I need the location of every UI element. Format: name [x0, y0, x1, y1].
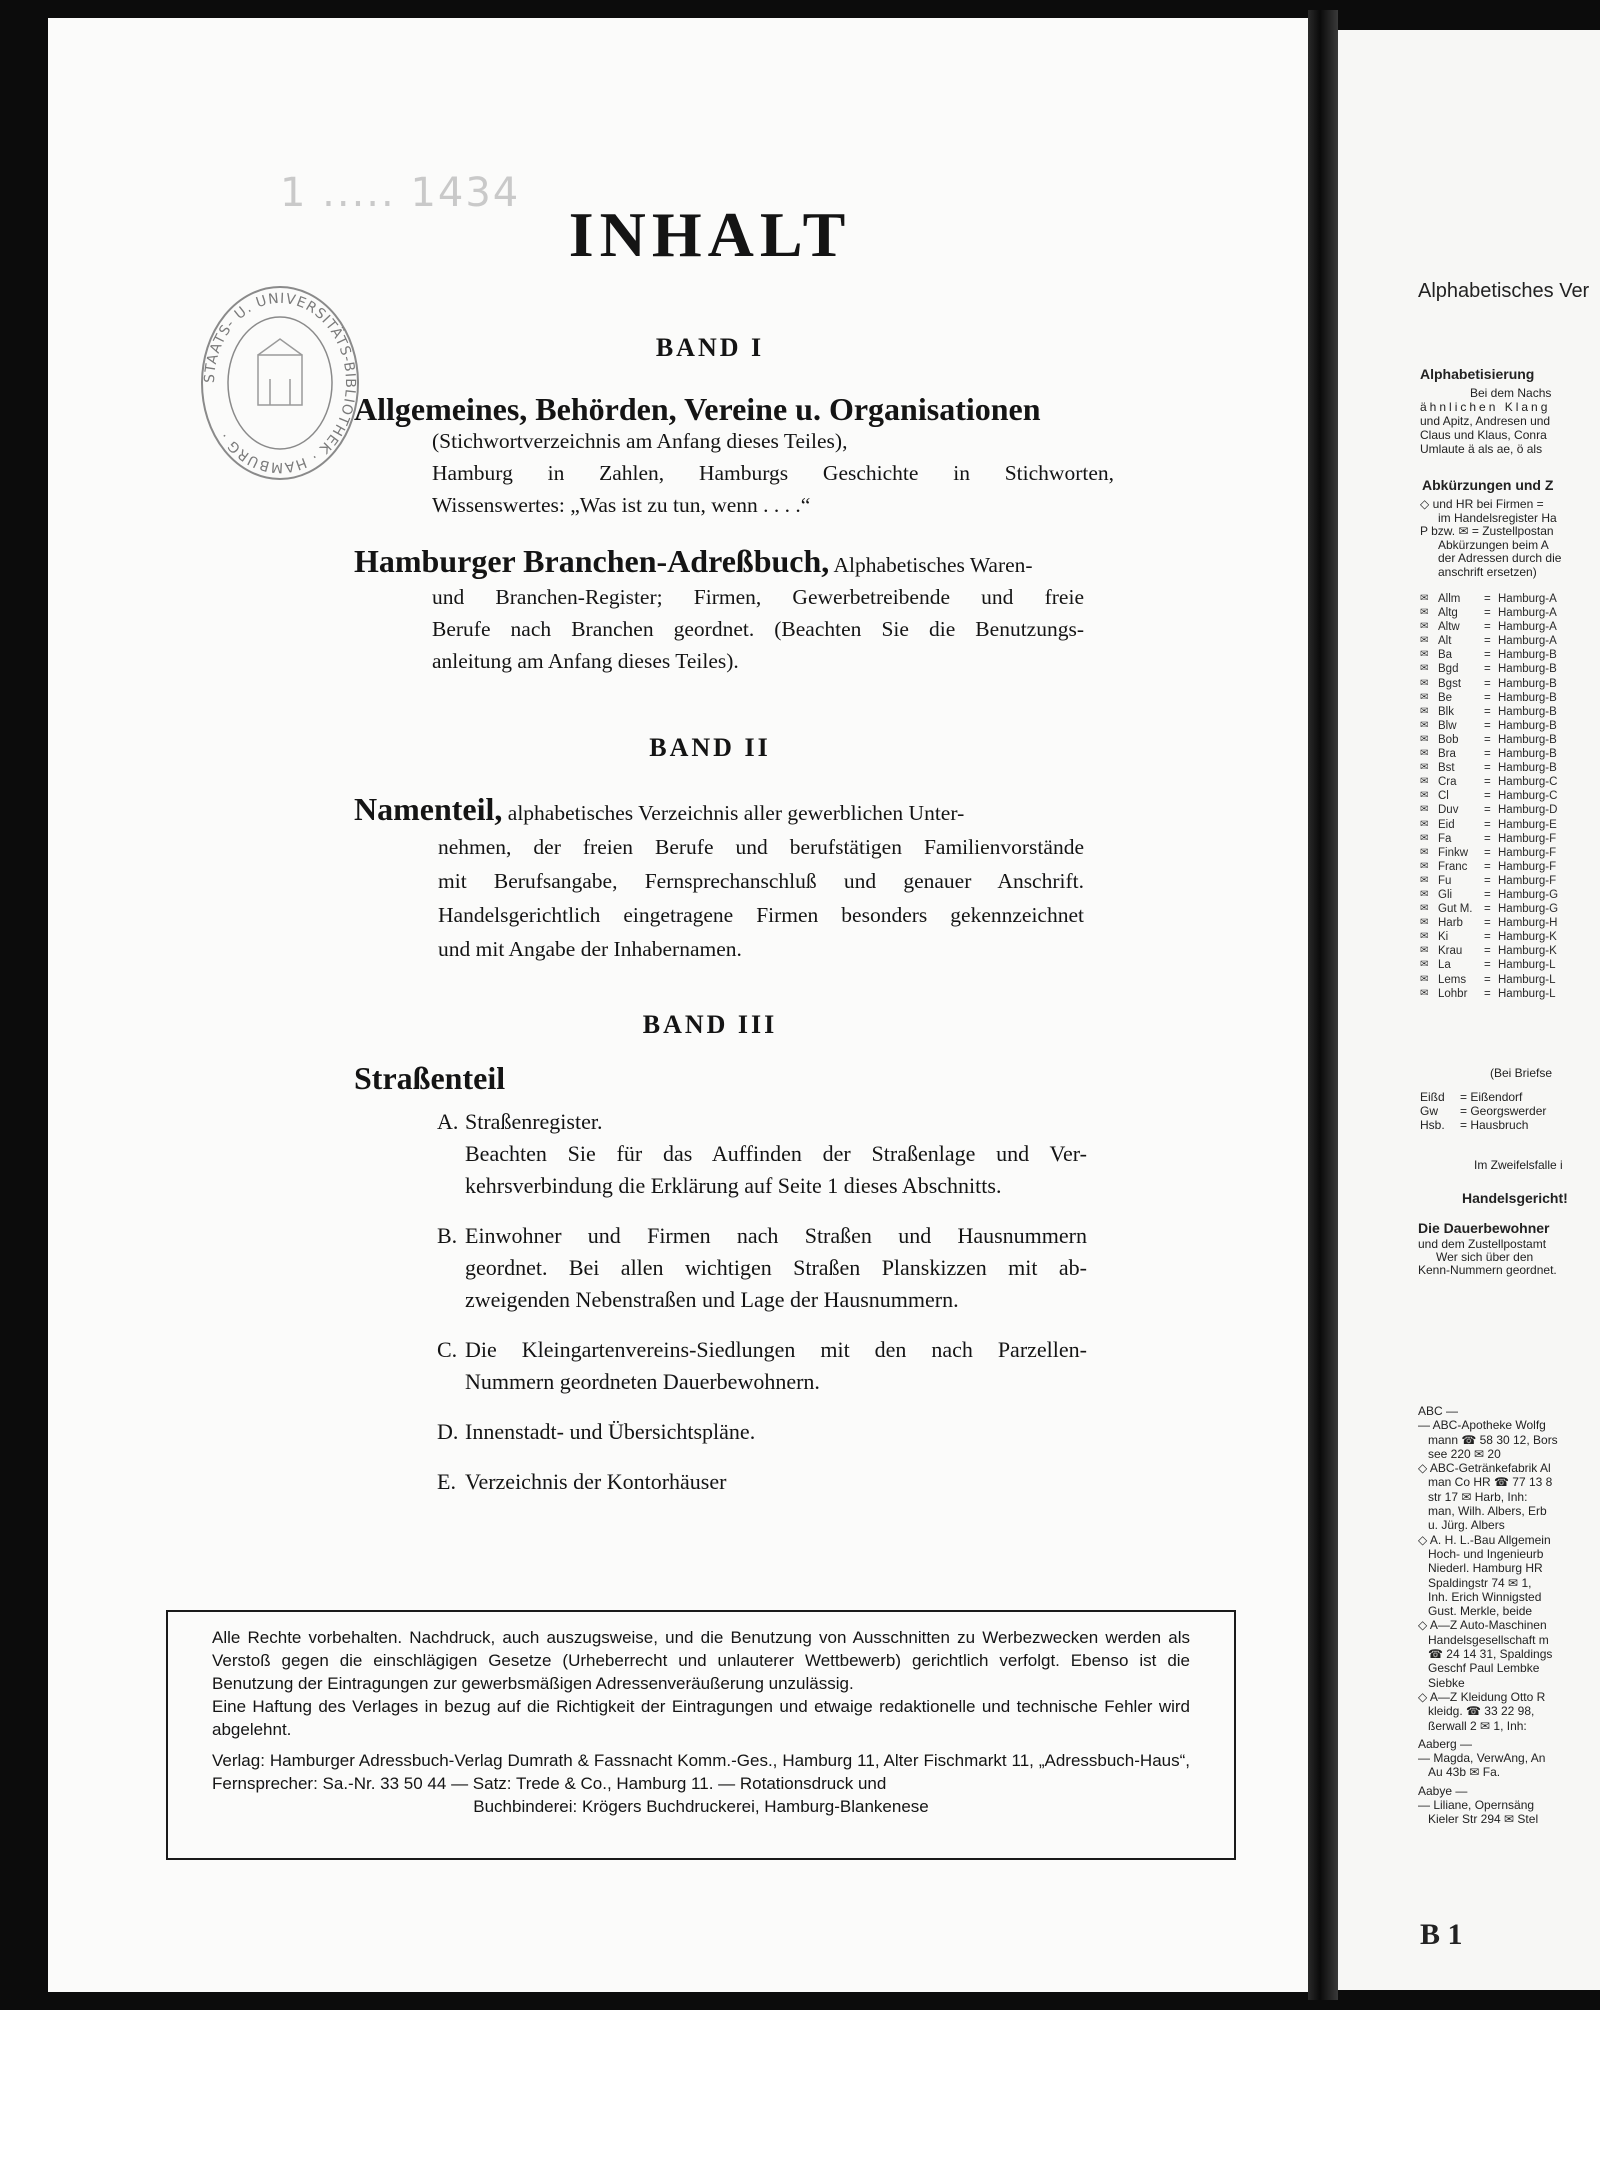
- abbreviation-row: [1420, 916, 1558, 930]
- directory-entry-line: Niederl. Hamburg HR: [1428, 1561, 1543, 1576]
- directory-entry-line: kleidg. ☎ 33 22 98,: [1428, 1704, 1535, 1719]
- equals-sign: =: [1484, 790, 1491, 803]
- abbreviation-row: [1420, 888, 1558, 902]
- abbreviation-code: Eid: [1438, 818, 1455, 831]
- list-item: [437, 1466, 1087, 1498]
- mail-icon: ✉: [1420, 691, 1429, 703]
- mail-icon: ✉: [1420, 874, 1429, 886]
- liability-text: Eine Haftung des Verlages in bezug auf die Richtigkeit der Eintragungen und etwaige redaktionelle und technische Fehler wird abgelehnt.: [212, 1697, 1190, 1739]
- abbreviation-place: Hamburg-B: [1498, 719, 1557, 732]
- abbreviation-code: Altg: [1438, 607, 1458, 620]
- abbreviation-code: Harb: [1438, 917, 1463, 930]
- equals-sign: =: [1484, 762, 1491, 775]
- section-streets-title: Straßenteil: [354, 1060, 506, 1096]
- mail-icon: ✉: [1420, 593, 1429, 604]
- abbreviation-row: [1420, 775, 1558, 789]
- equals-sign: =: [1484, 635, 1491, 648]
- band-3-item-list: [437, 1106, 1087, 1516]
- stamp-graphic: [200, 283, 360, 483]
- mail-icon: ✉: [1420, 973, 1429, 985]
- abbreviation-row: [1420, 705, 1558, 719]
- equals-sign: =: [1484, 733, 1491, 746]
- mail-icon: ✉: [1420, 649, 1429, 661]
- band-1-heading: BAND I: [655, 333, 765, 362]
- abbreviation-row: [1420, 761, 1558, 775]
- equals-sign: =: [1484, 593, 1491, 605]
- abkuerzungen-title: Abkürzungen und Z: [1422, 477, 1554, 493]
- mail-icon: ✉: [1420, 762, 1429, 774]
- directory-entry-line: ◇ ABC-Getränkefabrik Al: [1418, 1461, 1551, 1476]
- alph-line: Bei dem Nachs: [1470, 386, 1552, 400]
- abk-line: anschrift ersetzen): [1438, 564, 1537, 579]
- mail-icon: ✉: [1420, 959, 1429, 971]
- list-item: [437, 1106, 1087, 1202]
- equals-sign: =: [1484, 888, 1491, 901]
- handelsgericht-heading: Handelsgericht!: [1462, 1190, 1568, 1206]
- abbreviation-code: Lems: [1438, 973, 1467, 986]
- abbreviation-place: Hamburg-B: [1498, 677, 1557, 690]
- mail-icon: ✉: [1420, 776, 1429, 788]
- abbreviation-row: [1420, 818, 1558, 832]
- section-general-line: (Stichwortverzeichnis am Anfang dieses Teiles),: [432, 429, 848, 453]
- section-general-title: Allgemeines, Behörden, Vereine u. Organisationen: [354, 391, 1041, 427]
- equals-sign: =: [1484, 677, 1491, 690]
- equals-sign: =: [1484, 874, 1491, 887]
- mail-icon: ✉: [1420, 607, 1429, 619]
- abbreviation-place: Hamburg-G: [1498, 888, 1559, 901]
- directory-entry-line: Au 43b ✉ Fa.: [1428, 1765, 1501, 1780]
- dauerbewohner-text: [1418, 1238, 1557, 1277]
- abbreviation-place: Hamburg-F: [1498, 860, 1557, 873]
- place-code: Gw: [1420, 1104, 1438, 1118]
- alphabetisierung-title: Alphabetisierung: [1420, 366, 1535, 382]
- equals-sign: =: [1484, 649, 1491, 662]
- library-stamp: [200, 283, 360, 483]
- place-name: Eißendorf: [1470, 1090, 1523, 1104]
- equals-sign: =: [1484, 621, 1491, 634]
- pencil-annotation: 1 ..... 1434: [280, 170, 521, 216]
- abbreviation-place: Hamburg-L: [1498, 959, 1556, 972]
- abbreviation-place: Hamburg-L: [1498, 973, 1556, 986]
- page-title: INHALT: [568, 199, 852, 270]
- abbreviation-code: Cl: [1438, 790, 1449, 803]
- mail-icon: ✉: [1420, 635, 1429, 647]
- mail-icon: ✉: [1420, 903, 1429, 915]
- mail-icon: ✉: [1420, 888, 1429, 900]
- place-name: Georgswerder: [1470, 1104, 1547, 1118]
- directory-entry-line: u. Jürg. Albers: [1428, 1518, 1505, 1533]
- item-line: Innenstadt- und Übersichtspläne.: [465, 1419, 756, 1444]
- section-general-line: Wissenswertes: „Was ist zu tun, wenn . . . .“: [432, 493, 811, 517]
- rights-text: Alle Rechte vorbehalten. Nachdruck, auch auszugsweise, und die Benutzung von Ausschnitten zu Werbezwecken werden als Verstoß gegen die einschlägigen Gesetze (Urheberrecht und unlauterer Wettbewerb) gerichtlich verfolgt. Ebenso ist die Benutzung der Eintragungen zur gewerbsmäßigen Adressenveräußerung unzulässig.: [212, 1628, 1190, 1693]
- mail-icon: ✉: [1420, 931, 1429, 943]
- abbreviation-row: [1420, 733, 1558, 747]
- item-line: Die Kleingartenvereins-Siedlungen mit den nach Parzellen-: [465, 1337, 1087, 1362]
- equals-sign: =: [1484, 917, 1491, 930]
- item-line: Einwohner und Firmen nach Straßen und Hausnummern: [465, 1223, 1087, 1248]
- abbreviation-place: Hamburg-B: [1498, 733, 1557, 746]
- section-names-line: und mit Angabe der Inhabernamen.: [438, 937, 742, 961]
- abbreviation-place: Hamburg-D: [1498, 804, 1558, 817]
- abbreviation-row: [1420, 987, 1558, 1001]
- directory-entry-line: ◇ A—Z Kleidung Otto R: [1418, 1689, 1546, 1704]
- item-line: Verzeichnis der Kontorhäuser: [465, 1469, 727, 1494]
- abbreviation-code: Fu: [1438, 874, 1452, 887]
- alphabetisierung-text: [1420, 386, 1551, 456]
- band-3-heading: BAND III: [642, 1010, 778, 1039]
- abbreviation-code: Gut M.: [1438, 903, 1473, 916]
- briefsendungen-note: (Bei Briefse: [1490, 1066, 1553, 1080]
- printer-text: Buchbinderei: Krögers Buchdruckerei, Hamburg-Blankenese: [473, 1797, 929, 1816]
- abbreviation-row: [1420, 958, 1558, 972]
- equals-sign: =: [1484, 748, 1491, 761]
- list-item: [437, 1334, 1087, 1398]
- equals-sign: =: [1484, 607, 1491, 620]
- zweifelsfalle-note: Im Zweifelsfalle i: [1474, 1158, 1563, 1172]
- dauer-line: Kenn-Nummern geordnet.: [1418, 1263, 1557, 1277]
- section-general-line: Hamburg in Zahlen, Hamburgs Geschichte in Stichworten,: [432, 461, 1114, 485]
- directory-entry-line: ☎ 24 14 31, Spaldings: [1428, 1647, 1553, 1662]
- mail-icon: ✉: [1420, 818, 1429, 830]
- abbreviation-code: Bob: [1438, 733, 1459, 746]
- directory-entry-line: Inh. Erich Winnigsted: [1428, 1589, 1542, 1604]
- equals-sign: =: [1484, 846, 1491, 859]
- directory-entry-line: ßerwall 2 ✉ 1, Inh:: [1428, 1718, 1527, 1733]
- abbreviation-row: [1420, 973, 1558, 987]
- section-branchen-line: und Branchen-Register; Firmen, Gewerbetreibende und freie: [432, 585, 1084, 609]
- band-2-heading: BAND II: [649, 733, 771, 762]
- abk-line: Abkürzungen beim A: [1438, 537, 1549, 552]
- mail-icon: ✉: [1420, 705, 1429, 717]
- abbreviation-code: Ki: [1438, 931, 1449, 944]
- abbreviation-place: Hamburg-B: [1498, 762, 1557, 775]
- equals-sign: =: [1484, 903, 1491, 916]
- mail-icon: ✉: [1420, 677, 1429, 689]
- page-marker: B 1: [1420, 1918, 1463, 1951]
- mail-icon: ✉: [1420, 790, 1429, 802]
- abbreviation-code: Bgd: [1438, 663, 1459, 676]
- abbreviation-place: Hamburg-C: [1498, 776, 1558, 789]
- equals-sign: =: [1484, 860, 1491, 873]
- list-item: [437, 1416, 1087, 1448]
- directory-entry-line: Geschf Paul Lembke: [1428, 1661, 1540, 1676]
- equals-sign: =: [1484, 719, 1491, 732]
- section-branchen-line: anleitung am Anfang dieses Teiles).: [432, 649, 739, 673]
- abbreviation-row: [1420, 606, 1558, 620]
- abbreviation-place: Hamburg-A: [1498, 621, 1557, 634]
- equals-sign: =: [1484, 959, 1491, 972]
- mail-icon: ✉: [1420, 987, 1429, 999]
- abbreviation-place: Hamburg-B: [1498, 705, 1557, 718]
- band-1-section-general: [354, 393, 1114, 521]
- abbreviation-row: [1420, 634, 1558, 648]
- section-branchen-line: Berufe nach Branchen geordnet. (Beachten Sie die Benutzungs-: [432, 617, 1084, 641]
- abk-line: im Handelsregister Ha: [1438, 510, 1557, 525]
- abbreviation-place: Hamburg-F: [1498, 874, 1557, 887]
- equals-sign: =: [1484, 705, 1491, 718]
- mail-icon: ✉: [1420, 846, 1429, 858]
- abbreviation-code: Altw: [1438, 621, 1460, 634]
- equals-sign: =: [1484, 804, 1491, 817]
- directory-entry-line: Handelsgesellschaft m: [1428, 1632, 1549, 1647]
- abbreviation-code: Duv: [1438, 804, 1459, 817]
- abbreviation-row: [1420, 832, 1558, 846]
- abbreviation-code: La: [1438, 959, 1451, 972]
- abbreviation-row: [1420, 860, 1558, 874]
- dauer-line: Wer sich über den: [1436, 1250, 1534, 1264]
- mail-icon: ✉: [1420, 733, 1429, 745]
- item-line: Nummern geordneten Dauerbewohnern.: [465, 1369, 820, 1394]
- mail-icon: ✉: [1420, 917, 1429, 929]
- abbreviation-place: Hamburg-A: [1498, 593, 1557, 605]
- abbreviation-code: Bst: [1438, 762, 1455, 775]
- abbreviation-code: Krau: [1438, 945, 1463, 958]
- directory-entry-line: see 220 ✉ 20: [1428, 1446, 1501, 1461]
- mail-icon: ✉: [1420, 832, 1429, 844]
- abbreviation-row: [1420, 592, 1558, 606]
- abbreviation-row: [1420, 846, 1558, 860]
- band-1-section-branchen: [354, 545, 1084, 677]
- mail-icon: ✉: [1420, 804, 1429, 816]
- section-branchen-lead-rest: Alphabetisches Waren-: [833, 553, 1033, 577]
- abbreviation-row: [1420, 944, 1558, 958]
- band-3-section: [354, 1062, 505, 1094]
- equals-sign: =: [1484, 945, 1491, 958]
- book-gutter: [1308, 10, 1338, 2000]
- section-names-line: mit Berufsangabe, Fernsprechanschluß und genauer Anschrift.: [438, 869, 1084, 893]
- abbreviation-place: Hamburg-C: [1498, 790, 1558, 803]
- item-key: C.: [437, 1337, 458, 1362]
- list-item: [437, 1220, 1087, 1316]
- directory-entry-line: Gust. Merkle, beide: [1428, 1604, 1533, 1619]
- equals-sign: =: [1484, 818, 1491, 831]
- abbreviation-row: [1420, 874, 1558, 888]
- alph-line: Umlaute ä als ae, ö als: [1420, 442, 1543, 456]
- abbreviation-row: [1420, 803, 1558, 817]
- band-2-section-names: [354, 792, 1084, 966]
- abbreviation-place: Hamburg-K: [1498, 931, 1557, 944]
- abbreviation-code: Allm: [1438, 593, 1461, 605]
- copyright-notice-box: [166, 1610, 1236, 1860]
- publisher-text: Verlag: Hamburger Adressbuch-Verlag Dumrath & Fassnacht Komm.-Ges., Hamburg 11, Alter Fischmarkt 11, „Adressbuch-Haus“, Fernsprecher: Sa.-Nr. 33 50 44 — Satz: Trede & Co., Hamburg 11. — Rotationsdruck und: [212, 1751, 1190, 1793]
- abbreviation-code: Ba: [1438, 649, 1453, 662]
- svg-text:STAATS- U. UNIVERSITÄTS-BIBLIO: STAATS- U. UNIVERSITÄTS-BIBLIOTHEK · HAMBURG ·: [201, 290, 359, 476]
- abbreviation-row: [1420, 648, 1558, 662]
- abk-line: ◇ und HR bei Firmen =: [1420, 497, 1544, 511]
- dauer-line: und dem Zustellpostamt: [1418, 1237, 1547, 1251]
- equals-sign: =: [1484, 931, 1491, 944]
- directory-entry-line: — Liliane, Opernsäng: [1418, 1798, 1535, 1813]
- abbreviation-place: Hamburg-B: [1498, 663, 1557, 676]
- place-name: Hausbruch: [1470, 1118, 1529, 1132]
- abbreviation-code: Finkw: [1438, 846, 1469, 859]
- abbreviation-place: Hamburg-G: [1498, 903, 1559, 916]
- abbreviation-code: Blw: [1438, 719, 1457, 732]
- abbreviation-place: Hamburg-B: [1498, 691, 1557, 704]
- item-line: zweigenden Nebenstraßen und Lage der Hausnummern.: [465, 1287, 959, 1312]
- abbreviation-row: [1420, 930, 1558, 944]
- abbreviation-place: Hamburg-E: [1498, 818, 1557, 831]
- directory-entry-line: Hoch- und Ingenieurb: [1428, 1546, 1544, 1561]
- abbreviation-code: Alt: [1438, 635, 1452, 648]
- section-names-line: nehmen, der freien Berufe und berufstätigen Familienvorstände: [438, 835, 1084, 859]
- mail-icon: ✉: [1420, 748, 1429, 760]
- abbreviation-code: Lohbr: [1438, 987, 1468, 1000]
- directory-entry-line: Siebke: [1428, 1675, 1465, 1690]
- abbreviation-code: Franc: [1438, 860, 1468, 873]
- mail-icon: ✉: [1420, 945, 1429, 957]
- item-key: E.: [437, 1469, 456, 1494]
- alph-line: ähnlichen Klang: [1420, 400, 1551, 414]
- directory-entry-line: mann ☎ 58 30 12, Bors: [1428, 1432, 1558, 1447]
- place-abbreviations: Eißd = Eißendorf Gw = Georgswerder Hsb. = Hausbruch: [1420, 1090, 1547, 1132]
- abbreviation-row: [1420, 677, 1558, 691]
- equals-sign: =: [1484, 776, 1491, 789]
- mail-icon: ✉: [1420, 719, 1429, 731]
- equals-sign: =: [1484, 663, 1491, 676]
- section-branchen-title: Hamburger Branchen-Adreßbuch,: [354, 543, 830, 579]
- abbreviation-code: Bra: [1438, 748, 1456, 761]
- abbreviation-row: [1420, 747, 1558, 761]
- mail-icon: ✉: [1420, 663, 1429, 675]
- section-names-title: Namenteil,: [354, 791, 503, 827]
- postal-abbreviation-list: [1420, 592, 1558, 1001]
- directory-entry-line: ◇ A. H. L.-Bau Allgemein: [1418, 1532, 1551, 1547]
- abbreviation-row: [1420, 662, 1558, 676]
- abbreviation-place: Hamburg-K: [1498, 945, 1557, 958]
- abbreviation-row: [1420, 719, 1558, 733]
- abbreviation-place: Hamburg-F: [1498, 832, 1557, 845]
- abbreviation-row: [1420, 789, 1558, 803]
- item-key: D.: [437, 1419, 459, 1444]
- abbreviation-place: Hamburg-B: [1498, 748, 1557, 761]
- directory-entry-line: Spaldingstr 74 ✉ 1,: [1428, 1575, 1532, 1590]
- directory-entry-line: — ABC-Apotheke Wolfg: [1418, 1418, 1546, 1433]
- item-key: A.: [437, 1109, 459, 1134]
- abbreviation-code: Be: [1438, 691, 1453, 704]
- abbreviation-place: Hamburg-L: [1498, 987, 1556, 1000]
- dauerbewohner-title: Die Dauerbewohner: [1418, 1220, 1550, 1236]
- directory-entry-line: str 17 ✉ Harb, Inh:: [1428, 1489, 1528, 1504]
- abbreviation-place: Hamburg-H: [1498, 917, 1558, 930]
- abbreviation-code: Blk: [1438, 705, 1454, 718]
- section-names-line: Handelsgerichtlich eingetragene Firmen besonders gekennzeichnet: [438, 903, 1084, 927]
- abbreviation-place: Hamburg-B: [1498, 649, 1557, 662]
- directory-entries: [1418, 1400, 1558, 1827]
- directory-entry-line: ◇ A—Z Auto-Maschinen: [1418, 1618, 1547, 1633]
- abbreviation-row: [1420, 691, 1558, 705]
- item-line: Straßenregister.: [465, 1109, 603, 1134]
- mail-icon: ✉: [1420, 621, 1429, 633]
- item-line: Beachten Sie für das Auffinden der Straßenlage und Ver-: [465, 1141, 1087, 1166]
- directory-entry-line: man Co HR ☎ 77 13 8: [1428, 1475, 1553, 1490]
- place-code: Hsb.: [1420, 1118, 1445, 1132]
- alph-line: Claus und Klaus, Conra: [1420, 428, 1547, 442]
- abk-line: der Adressen durch die: [1438, 551, 1562, 565]
- mail-icon: ✉: [1420, 860, 1429, 872]
- abbreviation-row: [1420, 902, 1558, 916]
- abbreviation-row: [1420, 620, 1558, 634]
- item-key: B.: [437, 1223, 458, 1248]
- item-line: kehrsverbindung die Erklärung auf Seite 1 dieses Abschnitts.: [465, 1173, 1002, 1198]
- abbreviation-code: Bgst: [1438, 677, 1462, 690]
- equals-sign: =: [1484, 973, 1491, 986]
- equals-sign: =: [1484, 832, 1491, 845]
- right-page: [1338, 30, 1600, 1990]
- directory-entry-line: Aabye —: [1418, 1783, 1468, 1798]
- abbreviation-code: Fa: [1438, 832, 1452, 845]
- abbreviation-code: Cra: [1438, 776, 1457, 789]
- abbreviation-place: Hamburg-A: [1498, 607, 1557, 620]
- place-code: Eißd: [1420, 1090, 1445, 1104]
- equals-sign: =: [1484, 691, 1491, 704]
- alph-line: und Apitz, Andresen und: [1420, 414, 1551, 428]
- equals-sign: =: [1484, 987, 1491, 1000]
- abkuerzungen-text: [1420, 498, 1561, 579]
- directory-entry-line: ABC —: [1418, 1404, 1459, 1418]
- item-line: geordnet. Bei allen wichtigen Straßen Planskizzen mit ab-: [465, 1255, 1087, 1280]
- section-names-lead-rest: alphabetisches Verzeichnis aller gewerblichen Unter-: [507, 801, 965, 825]
- right-page-header: Alphabetisches Ver: [1418, 280, 1590, 302]
- abbreviation-place: Hamburg-F: [1498, 846, 1557, 859]
- abbreviation-code: Gli: [1438, 888, 1453, 901]
- directory-entry-line: man, Wilh. Albers, Erb: [1428, 1504, 1547, 1519]
- directory-entry-line: Aaberg —: [1418, 1736, 1473, 1751]
- directory-entry-line: Kieler Str 294 ✉ Stel: [1428, 1812, 1539, 1827]
- directory-entry-line: — Magda, VerwAng, An: [1418, 1751, 1546, 1766]
- abk-line: P bzw. ✉ = Zustellpostan: [1420, 524, 1554, 538]
- abbreviation-place: Hamburg-A: [1498, 635, 1557, 648]
